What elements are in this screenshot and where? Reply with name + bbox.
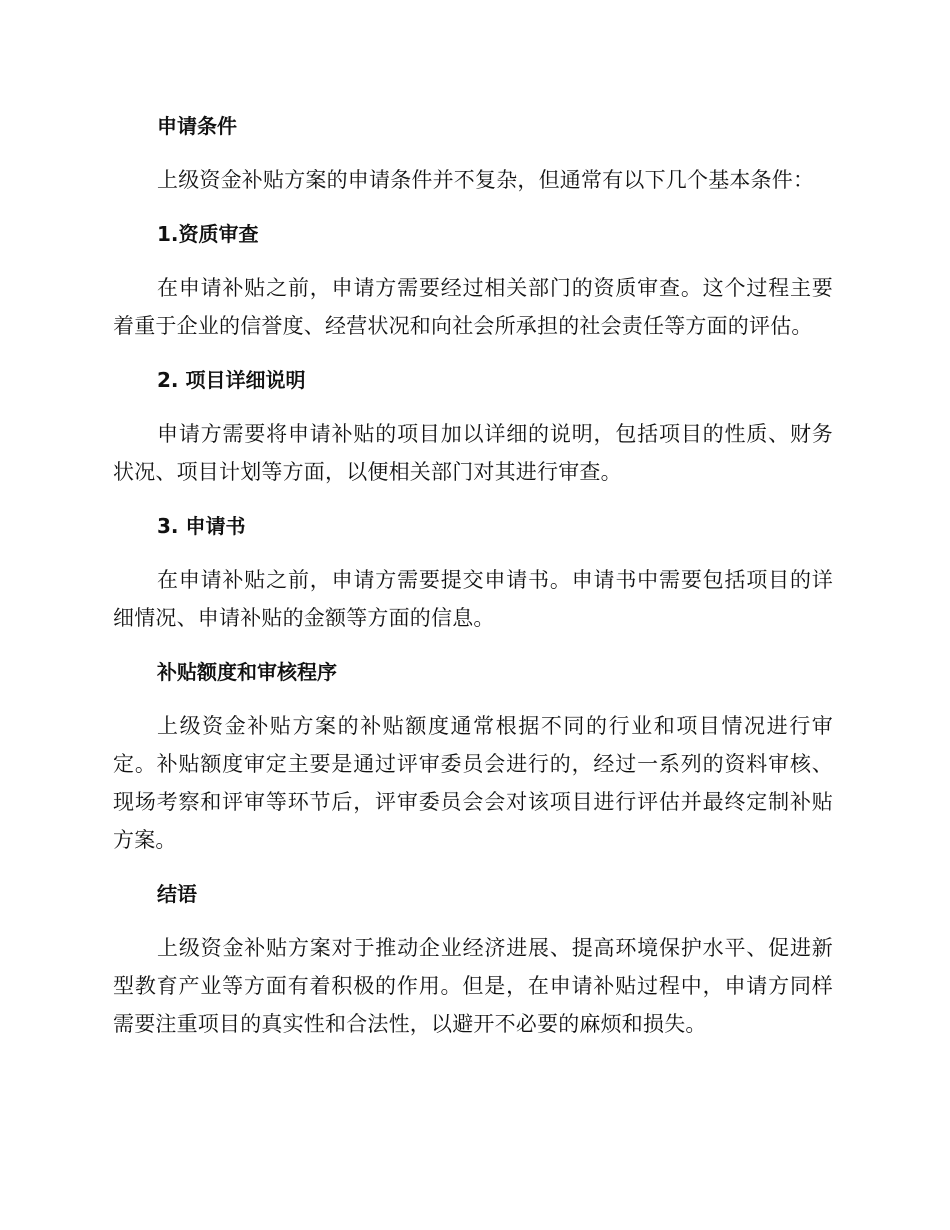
document-page [113, 108, 833, 1043]
paragraph-application-letter: 在申请补贴之前，申请方需要提交申请书。申请书中需要包括项目的详细情况、申请补贴的金额等方面的信息。 [113, 568, 833, 630]
section-heading-project-details: 2. 项目详细说明 [157, 368, 306, 392]
section-heading-application-letter: 3. 申请书 [157, 514, 246, 538]
section-heading-conclusion: 结语 [157, 882, 197, 906]
section-heading-application-conditions: 申请条件 [157, 114, 237, 138]
paragraph-conclusion: 上级资金补贴方案对于推动企业经济进展、提高环境保护水平、促进新型教育产业等方面有着积极的作用。但是，在申请补贴过程中，申请方同样需要注重项目的真实性和合法性，以避开不必要的麻烦和损失。 [113, 936, 833, 1036]
paragraph-qualification-review: 在申请补贴之前，申请方需要经过相关部门的资质审查。这个过程主要着重于企业的信誉度、经营状况和向社会所承担的社会责任等方面的评估。 [113, 276, 833, 338]
section-heading-qualification-review: 1.资质审查 [157, 222, 259, 246]
section-heading-subsidy-amount-review: 补贴额度和审核程序 [157, 660, 337, 684]
paragraph-application-conditions: 上级资金补贴方案的申请条件并不复杂，但通常有以下几个基本条件： [157, 168, 815, 192]
paragraph-project-details: 申请方需要将申请补贴的项目加以详细的说明，包括项目的性质、财务状况、项目计划等方面，以便相关部门对其进行审查。 [113, 422, 833, 484]
paragraph-subsidy-amount-review: 上级资金补贴方案的补贴额度通常根据不同的行业和项目情况进行审定。补贴额度审定主要是通过评审委员会进行的，经过一系列的资料审核、现场考察和评审等环节后，评审委员会会对该项目进行评估并最终定制补贴方案。 [113, 714, 833, 852]
